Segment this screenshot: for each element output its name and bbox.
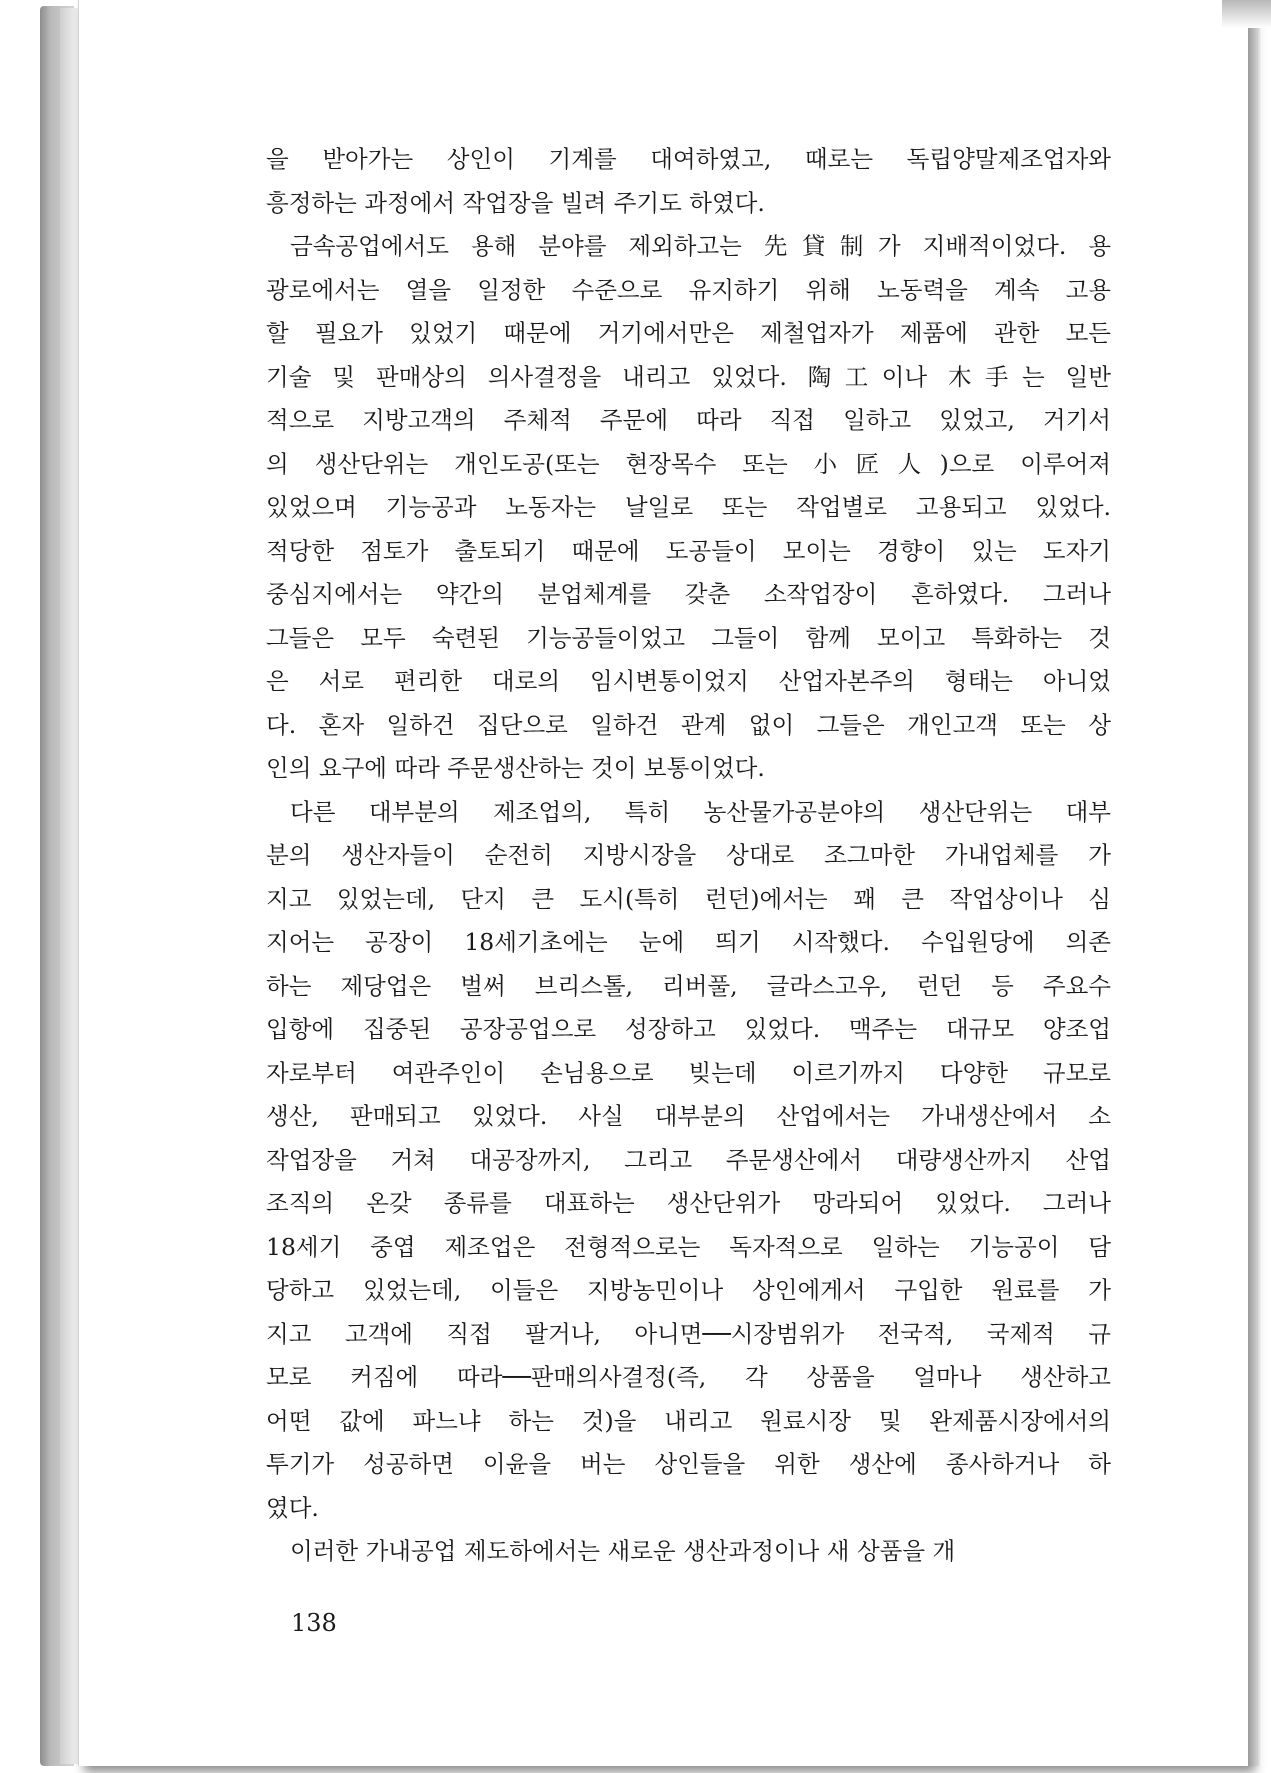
text-line: 지고 있었는데, 단지 큰 도시(특히 런던)에서는 꽤 큰 작업상이나 심 xyxy=(266,884,1111,913)
text-line: 금속공업에서도 용해 분야를 제외하고는 先貸制가 지배적이었다. 용 xyxy=(290,232,1111,260)
page-number: 138 xyxy=(291,1609,337,1637)
text-line: 조직의 온갖 종류를 대표하는 생산단위가 망라되어 있었다. 그러나 xyxy=(266,1189,1111,1217)
text-line: 흥정하는 과정에서 작업장을 빌려 주기도 하였다. xyxy=(266,188,765,217)
text-line: 였다. xyxy=(266,1493,319,1522)
text-line: 인의 요구에 따라 주문생산하는 것이 보통이었다. xyxy=(266,754,765,782)
text-line: 적으로 지방고객의 주체적 주문에 따라 직접 일하고 있었고, 거기서 xyxy=(266,406,1111,434)
text-line: 지어는 공장이 18세기초에는 눈에 띄기 시작했다. 수입원당에 의존 xyxy=(266,928,1111,956)
text-line: 기술 및 판매상의 의사결정을 내리고 있었다. 陶工이나 木手는 일반 xyxy=(266,362,1111,391)
text-line: 투기가 성공하면 이윤을 버는 상인들을 위한 생산에 종사하거나 하 xyxy=(266,1450,1111,1478)
text-line: 어떤 값에 파느냐 하는 것)을 내리고 원료시장 및 완제품시장에서의 xyxy=(266,1406,1111,1435)
text-line: 자로부터 여관주인이 손님용으로 빚는데 이르기까지 다양한 규모로 xyxy=(266,1058,1111,1087)
text-line: 이러한 가내공업 제도하에서는 새로운 생산과정이나 새 상품을 개 xyxy=(290,1537,956,1565)
text-line: 다. 혼자 일하건 집단으로 일하건 관계 없이 그들은 개인고객 또는 상 xyxy=(266,710,1111,739)
text-line: 있었으며 기능공과 노동자는 날일로 또는 작업별로 고용되고 있었다. xyxy=(266,493,1111,521)
text-line: 그들은 모두 숙련된 기능공들이었고 그들이 함께 모이고 특화하는 것 xyxy=(266,623,1111,652)
paragraph xyxy=(266,138,1111,225)
book-edge-left-inner xyxy=(60,8,80,1764)
paragraph xyxy=(266,791,1111,1531)
body-text xyxy=(266,138,1111,1574)
text-line: 당하고 있었는데, 이들은 지방농민이나 상인에게서 구입한 원료를 가 xyxy=(266,1276,1111,1304)
text-line: 지고 고객에 직접 팔거나, 아니면──시장범위가 전국적, 국제적 규 xyxy=(266,1319,1111,1348)
text-line: 을 받아가는 상인이 기계를 대여하였고, 때로는 독립양말제조업자와 xyxy=(266,145,1111,173)
text-line: 은 서로 편리한 대로의 임시변통이었지 산업자본주의 형태는 아니었 xyxy=(266,667,1111,695)
text-line: 생산, 판매되고 있었다. 사실 대부분의 산업에서는 가내생산에서 소 xyxy=(266,1102,1111,1130)
text-line: 작업장을 거쳐 대공장까지, 그리고 주문생산에서 대량생산까지 산업 xyxy=(266,1145,1111,1174)
text-line: 의 생산단위는 개인도공(또는 현장목수 또는 小匠人)으로 이루어져 xyxy=(266,449,1111,478)
paragraph xyxy=(266,225,1111,791)
text-line: 다른 대부분의 제조업의, 특히 농산물가공분야의 생산단위는 대부 xyxy=(290,797,1111,826)
text-line: 입항에 집중된 공장공업으로 성장하고 있었다. 맥주는 대규모 양조업 xyxy=(266,1015,1111,1043)
text-line: 모로 커짐에 따라──판매의사결정(즉, 각 상품을 얼마나 생산하고 xyxy=(266,1363,1111,1391)
text-line: 중심지에서는 약간의 분업체계를 갖춘 소작업장이 흔하였다. 그러나 xyxy=(266,580,1111,608)
text-line: 광로에서는 열을 일정한 수준으로 유지하기 위해 노동력을 계속 고용 xyxy=(266,275,1111,304)
paragraph xyxy=(266,1530,1111,1574)
page-edge-right xyxy=(1248,0,1262,1766)
text-line: 18세기 중엽 제조업은 전형적으로는 독자적으로 일하는 기능공이 담 xyxy=(266,1232,1111,1261)
text-line: 하는 제당업은 벌써 브리스톨, 리버풀, 글라스고우, 런던 등 주요수 xyxy=(266,971,1111,1000)
text-line: 분의 생산자들이 순전히 지방시장을 상대로 조그마한 가내업체를 가 xyxy=(266,841,1111,869)
text-line: 할 필요가 있었기 때문에 거기에서만은 제철업자가 제품에 관한 모든 xyxy=(266,319,1111,347)
text-line: 적당한 점토가 출토되기 때문에 도공들이 모이는 경향이 있는 도자기 xyxy=(266,536,1111,565)
page-edge-top-right xyxy=(1222,0,1271,28)
